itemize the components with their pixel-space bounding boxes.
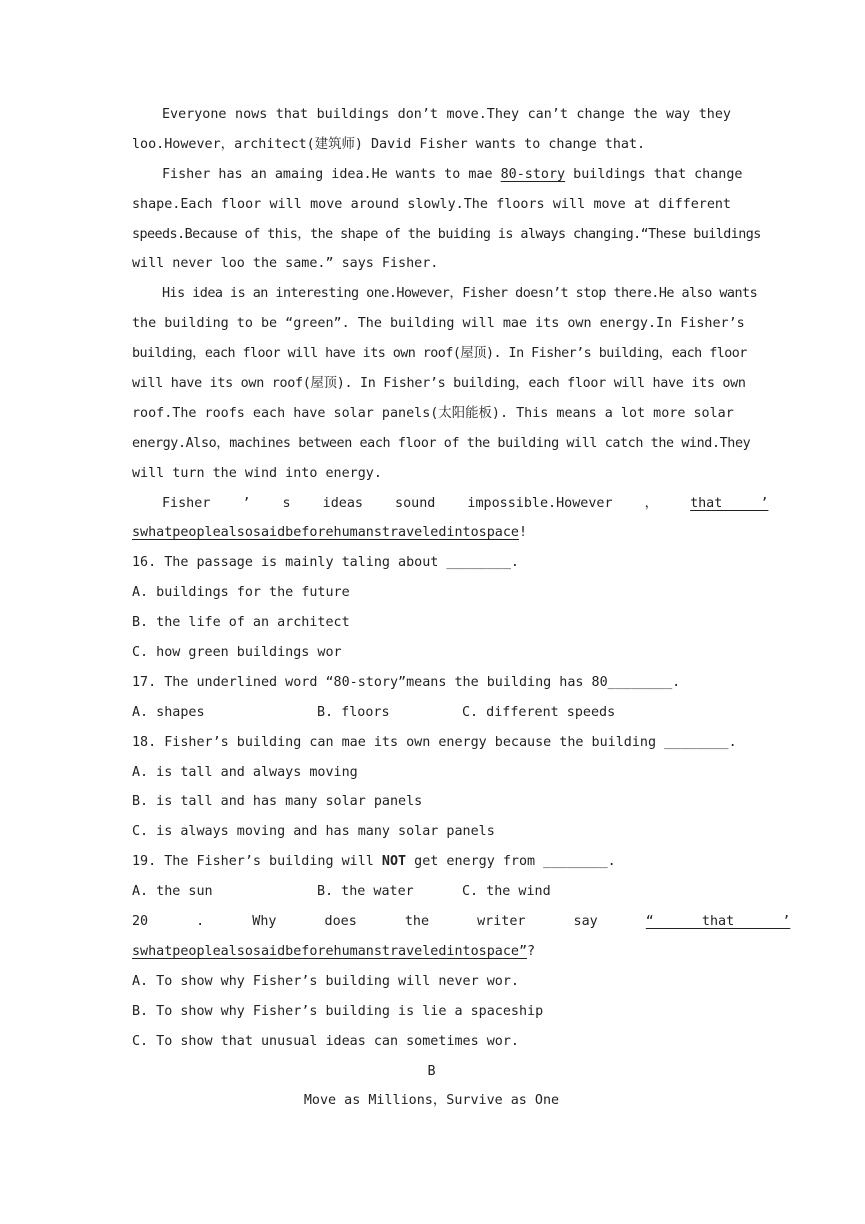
option-16b[interactable]: B. the life of an architect [132,615,350,631]
passage-line: Everyone nows that buildings don’t move.They can’t change the way they [162,107,731,122]
question-17: 17. The underlined word “80-story”means the building has 80________. [132,674,681,690]
question-19: 19. The Fisher’s building will NOT get energy from ________. [132,854,616,870]
option-19a[interactable]: A. the sun [132,884,213,900]
passage-line: the building to be “green”. The building will mae its own energy.In Fisher’s [132,316,745,332]
passage-line: building，each floor will have its own roof(屋顶). In Fisher’s building，each floor [132,346,747,362]
passage-line: shape.Each floor will move around slowly.The floors will move at different [132,196,731,212]
options-19 [132,877,731,907]
underlined-sentence: that ’ [690,495,769,511]
passage-line: will have its own roof(屋顶). In Fisher’s building，each floor will have its own [132,376,746,392]
passage-line: His idea is an interesting one.However，Fisher doesn’t stop there.He also wants [162,286,758,302]
passage-line: speeds.Because of this，the shape of the buiding is always changing.“These buildings [132,226,761,242]
underlined-quote: “ that ’ [645,914,791,930]
option-20a[interactable]: A. To show why Fisher’s building will never wor. [132,973,519,989]
options-17 [132,698,731,728]
option-16a[interactable]: A. buildings for the future [132,585,350,601]
passage-line: will never loo the same.” says Fisher. [132,256,439,272]
option-18a[interactable]: A. is tall and always moving [132,764,358,780]
document-page [132,100,791,1116]
option-20b[interactable]: B. To show why Fisher’s building is lie a spaceship [132,1003,544,1019]
passage-line: Fisher has an amaing idea.He wants to mae 80-story buildings that change [162,166,743,182]
option-16c[interactable]: C. how green buildings wor [132,645,342,661]
passage-line: swhatpeoplealsosaidbeforehumanstraveledintospace! [132,525,528,541]
option-18c[interactable]: C. is always moving and has many solar panels [132,824,495,840]
option-17c[interactable]: C. different speeds [462,704,616,720]
option-17b[interactable]: B. floors [317,704,390,720]
question-16: 16. The passage is mainly taling about ________. [132,555,519,571]
underlined-quote: swhatpeoplealsosaidbeforehumanstraveledintospace” [132,943,528,959]
section-title: Move as Millions，Survive as One [303,1093,560,1109]
passage-line: will turn the wind into energy. [132,465,382,481]
option-20c[interactable]: C. To show that unusual ideas can sometimes wor. [132,1033,519,1049]
emphasis-not: NOT [381,854,407,870]
underlined-sentence: swhatpeoplealsosaidbeforehumanstraveledintospace [132,525,519,541]
option-17a[interactable]: A. shapes [132,704,205,720]
question-18: 18. Fisher’s building can mae its own energy because the building ________. [132,734,737,750]
option-19c[interactable]: C. the wind [462,884,551,900]
question-20-cont: swhatpeoplealsosaidbeforehumanstraveledintospace”? [132,943,536,959]
underlined-word: 80-story [500,166,566,182]
passage-line: loo.However，architect(建筑师) David Fisher wants to change that. [132,136,646,152]
question-20: 20 . Why does the writer say “ that ’ [132,914,791,930]
passage-line: Fisher ’ s ideas sound impossible.However ， that ’ [162,495,769,511]
section-letter: B [427,1063,436,1079]
option-18b[interactable]: B. is tall and has many solar panels [132,794,423,810]
option-19b[interactable]: B. the water [317,884,414,900]
passage-line: energy.Also，machines between each floor of the building will catch the wind.They [132,435,751,451]
passage-line: roof.The roofs each have solar panels(太阳能板). This means a lot more solar [132,405,734,421]
